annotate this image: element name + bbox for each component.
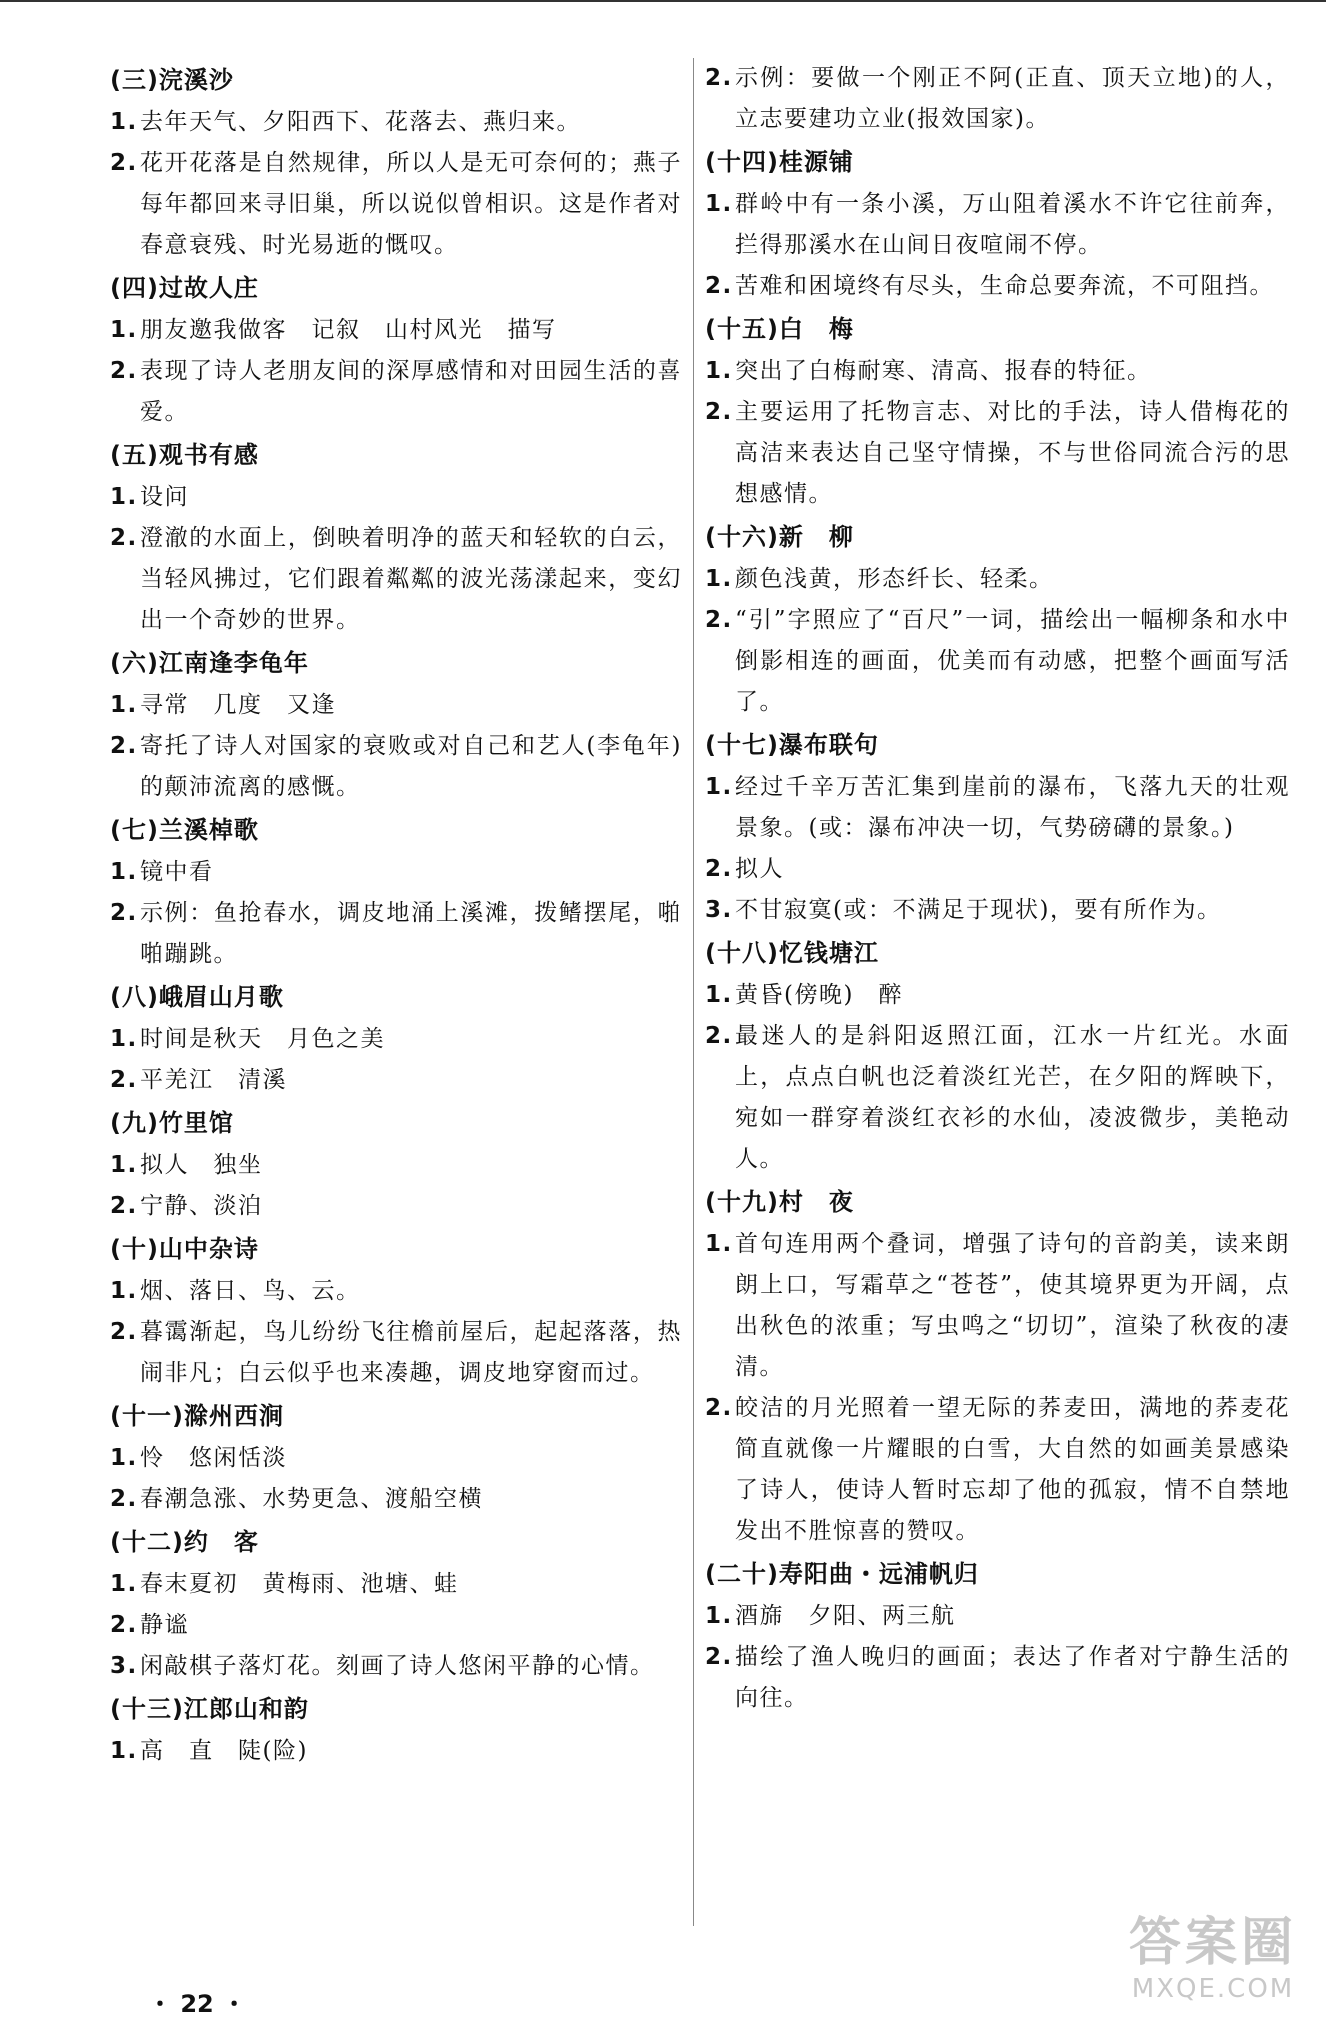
section-heading: (十六)新 柳 bbox=[705, 523, 854, 551]
item-text: “引”字照应了“百尺”一词，描绘出一幅柳条和水中倒影相连的画面，优美而有动感，把整个画面写活了。 bbox=[735, 607, 1290, 715]
item-number: 1. bbox=[110, 109, 138, 135]
item-text: 示例：要做一个刚正不阿(正直、顶天立地)的人，立志要建功立业(报效国家)。 bbox=[735, 65, 1290, 132]
item-number: 1. bbox=[110, 1445, 138, 1471]
item-number: 2. bbox=[110, 900, 138, 926]
right-column bbox=[705, 58, 1290, 1719]
item-number: 1. bbox=[705, 191, 733, 217]
item-text: 怜 悠闲恬淡 bbox=[140, 1445, 287, 1471]
answer-item bbox=[110, 726, 682, 808]
item-number: 2. bbox=[110, 1067, 138, 1093]
item-number: 2. bbox=[110, 1486, 138, 1512]
item-number: 2. bbox=[705, 65, 733, 91]
item-text: 春潮急涨、水势更急、渡船空横 bbox=[140, 1486, 483, 1512]
section-heading: (十八)忆钱塘江 bbox=[705, 939, 879, 967]
item-number: 2. bbox=[110, 525, 138, 551]
item-text: 闲敲棋子落灯花。刻画了诗人悠闲平静的心情。 bbox=[140, 1653, 655, 1679]
item-text: 黄昏(傍晚) 醉 bbox=[735, 982, 903, 1008]
item-text: 宁静、淡泊 bbox=[140, 1193, 263, 1219]
answer-section bbox=[705, 723, 1290, 931]
item-number: 2. bbox=[705, 1395, 733, 1421]
answer-item bbox=[705, 1596, 1290, 1637]
item-number: 2. bbox=[705, 273, 733, 299]
item-number: 2. bbox=[110, 150, 138, 176]
answer-item bbox=[110, 893, 682, 975]
answer-item bbox=[705, 975, 1290, 1016]
answer-item bbox=[110, 1479, 682, 1520]
answer-section bbox=[705, 58, 1290, 140]
item-text: 朋友邀我做客 记叙 山村风光 描写 bbox=[140, 317, 557, 343]
item-text: 时间是秋天 月色之美 bbox=[140, 1026, 385, 1052]
item-text: 花开花落是自然规律，所以人是无可奈何的；燕子每年都回来寻旧巢，所以说似曾相识。这是作者对春意衰残、时光易逝的慨叹。 bbox=[140, 150, 682, 258]
item-text: 暮霭渐起，鸟儿纷纷飞往檐前屋后，起起落落，热闹非凡；白云似乎也来凑趣，调皮地穿窗而过。 bbox=[140, 1319, 682, 1386]
answer-item bbox=[110, 1605, 682, 1646]
item-number: 2. bbox=[705, 856, 733, 882]
section-heading: (八)峨眉山月歌 bbox=[110, 983, 284, 1011]
answer-section bbox=[705, 515, 1290, 723]
item-number: 1. bbox=[110, 859, 138, 885]
item-text: 拟人 bbox=[735, 856, 784, 882]
answer-section bbox=[705, 140, 1290, 307]
item-number: 1. bbox=[110, 1278, 138, 1304]
section-heading: (二十)寿阳曲・远浦帆归 bbox=[705, 1560, 979, 1588]
answer-item bbox=[705, 1388, 1290, 1552]
answer-item bbox=[110, 1186, 682, 1227]
item-number: 1. bbox=[110, 484, 138, 510]
answer-section bbox=[705, 931, 1290, 1180]
item-text: 皎洁的月光照着一望无际的荞麦田，满地的荞麦花简直就像一片耀眼的白雪，大自然的如画美景感染了诗人，使诗人暂时忘却了他的孤寂，情不自禁地发出不胜惊喜的赞叹。 bbox=[735, 1395, 1290, 1544]
answer-item bbox=[705, 392, 1290, 515]
item-text: 经过千辛万苦汇集到崖前的瀑布，飞落九天的壮观景象。(或：瀑布冲决一切，气势磅礴的景象。) bbox=[735, 774, 1290, 841]
item-text: 高 直 陡(险) bbox=[140, 1738, 308, 1764]
item-number: 1. bbox=[110, 1026, 138, 1052]
item-text: 春末夏初 黄梅雨、池塘、蛙 bbox=[140, 1571, 459, 1597]
section-heading: (十五)白 梅 bbox=[705, 315, 854, 343]
answer-item bbox=[110, 143, 682, 266]
item-number: 2. bbox=[705, 607, 733, 633]
item-number: 3. bbox=[705, 897, 733, 923]
answer-item bbox=[110, 102, 682, 143]
answer-section bbox=[110, 433, 682, 641]
answer-item bbox=[705, 1224, 1290, 1388]
answer-item bbox=[110, 1271, 682, 1312]
item-number: 2. bbox=[110, 733, 138, 759]
watermark-text: 答案圈 bbox=[1128, 1913, 1297, 1973]
section-heading: (十四)桂源铺 bbox=[705, 148, 854, 176]
answer-section bbox=[705, 1180, 1290, 1552]
answer-item bbox=[110, 477, 682, 518]
answer-section bbox=[110, 58, 682, 266]
item-number: 1. bbox=[705, 566, 733, 592]
item-text: 静谧 bbox=[140, 1612, 189, 1638]
answer-section bbox=[705, 307, 1290, 515]
section-heading: (十三)江郎山和韵 bbox=[110, 1695, 309, 1723]
item-text: 酒旆 夕阳、两三航 bbox=[735, 1603, 956, 1629]
item-text: 设问 bbox=[140, 484, 189, 510]
item-number: 1. bbox=[110, 317, 138, 343]
item-number: 1. bbox=[705, 1231, 733, 1257]
watermark-logo bbox=[1108, 1912, 1318, 2022]
answer-item bbox=[110, 1731, 682, 1772]
item-number: 2. bbox=[705, 399, 733, 425]
answer-item bbox=[110, 852, 682, 893]
section-heading: (十)山中杂诗 bbox=[110, 1235, 259, 1263]
item-number: 1. bbox=[705, 774, 733, 800]
answer-section bbox=[705, 1552, 1290, 1719]
answer-item bbox=[705, 351, 1290, 392]
item-text: 澄澈的水面上，倒映着明净的蓝天和轻软的白云，当轻风拂过，它们跟着粼粼的波光荡漾起来，变幻出一个奇妙的世界。 bbox=[140, 525, 682, 633]
answer-item bbox=[110, 1312, 682, 1394]
answer-item bbox=[705, 1637, 1290, 1719]
item-number: 2. bbox=[110, 1193, 138, 1219]
item-text: 描绘了渔人晚归的画面；表达了作者对宁静生活的向往。 bbox=[735, 1644, 1290, 1711]
item-number: 1. bbox=[110, 1571, 138, 1597]
item-text: 示例：鱼抢春水，调皮地涌上溪滩，拨鳍摆尾，啪啪蹦跳。 bbox=[140, 900, 682, 967]
section-heading: (六)江南逢李龟年 bbox=[110, 649, 309, 677]
item-number: 1. bbox=[705, 982, 733, 1008]
item-number: 2. bbox=[110, 1612, 138, 1638]
item-text: 镜中看 bbox=[140, 859, 214, 885]
item-number: 1. bbox=[110, 1152, 138, 1178]
item-text: 群岭中有一条小溪，万山阻着溪水不许它往前奔，拦得那溪水在山间日夜喧闹不停。 bbox=[735, 191, 1290, 258]
item-text: 苦难和困境终有尽头，生命总要奔流，不可阻挡。 bbox=[735, 273, 1274, 299]
section-heading: (三)浣溪沙 bbox=[110, 66, 234, 94]
answer-section bbox=[110, 641, 682, 808]
item-text: 去年天气、夕阳西下、花落去、燕归来。 bbox=[140, 109, 581, 135]
item-number: 1. bbox=[110, 1738, 138, 1764]
item-text: 平羌江 清溪 bbox=[140, 1067, 287, 1093]
answer-item bbox=[110, 1438, 682, 1479]
item-number: 2. bbox=[110, 358, 138, 384]
section-heading: (五)观书有感 bbox=[110, 441, 259, 469]
section-heading: (四)过故人庄 bbox=[110, 274, 259, 302]
watermark-url: MXQE.COM bbox=[1131, 1974, 1295, 2004]
answer-section bbox=[110, 975, 682, 1101]
answer-item bbox=[110, 1564, 682, 1605]
item-text: 不甘寂寞(或：不满足于现状)，要有所作为。 bbox=[735, 897, 1222, 923]
item-number: 2. bbox=[705, 1023, 733, 1049]
answer-item bbox=[705, 767, 1290, 849]
item-text: 烟、落日、鸟、云。 bbox=[140, 1278, 361, 1304]
item-number: 1. bbox=[705, 1603, 733, 1629]
answer-item bbox=[110, 351, 682, 433]
item-text: 表现了诗人老朋友间的深厚感情和对田园生活的喜爱。 bbox=[140, 358, 682, 425]
answer-item bbox=[705, 600, 1290, 723]
answer-item bbox=[705, 266, 1290, 307]
answer-item bbox=[705, 849, 1290, 890]
answer-item bbox=[110, 685, 682, 726]
answer-section bbox=[110, 1227, 682, 1394]
item-text: 拟人 独坐 bbox=[140, 1152, 263, 1178]
answer-section bbox=[110, 1687, 682, 1772]
item-text: 寻常 几度 又逢 bbox=[140, 692, 336, 718]
top-rule bbox=[0, 0, 1326, 2]
section-heading: (十九)村 夜 bbox=[705, 1188, 854, 1216]
item-text: 最迷人的是斜阳返照江面，江水一片红光。水面上，点点白帆也泛着淡红光芒，在夕阳的辉映下，宛如一群穿着淡红衣衫的水仙，凌波微步，美艳动人。 bbox=[735, 1023, 1290, 1172]
column-divider bbox=[693, 58, 694, 1926]
item-number: 2. bbox=[705, 1644, 733, 1670]
answer-item bbox=[705, 890, 1290, 931]
answer-section bbox=[110, 1101, 682, 1227]
item-text: 首句连用两个叠词，增强了诗句的音韵美，读来朗朗上口，写霜草之“苍苍”，使其境界更为开阔，点出秋色的浓重；写虫鸣之“切切”，渲染了秋夜的凄清。 bbox=[735, 1231, 1290, 1380]
section-heading: (九)竹里馆 bbox=[110, 1109, 234, 1137]
item-text: 颜色浅黄，形态纤长、轻柔。 bbox=[735, 566, 1054, 592]
answer-item bbox=[110, 1646, 682, 1687]
item-text: 突出了白梅耐寒、清高、报春的特征。 bbox=[735, 358, 1152, 384]
answer-item bbox=[705, 58, 1290, 140]
answer-item bbox=[110, 310, 682, 351]
answer-section bbox=[110, 1520, 682, 1687]
answer-item bbox=[705, 559, 1290, 600]
page-number: ・ 22 ・ bbox=[148, 1990, 247, 2018]
answer-section bbox=[110, 266, 682, 433]
item-number: 1. bbox=[705, 358, 733, 384]
answer-item bbox=[705, 184, 1290, 266]
section-heading: (十一)滁州西涧 bbox=[110, 1402, 284, 1430]
answer-item bbox=[110, 1019, 682, 1060]
answer-item bbox=[110, 518, 682, 641]
answer-section bbox=[110, 1394, 682, 1520]
section-heading: (十七)瀑布联句 bbox=[705, 731, 879, 759]
answer-item bbox=[110, 1145, 682, 1186]
item-text: 主要运用了托物言志、对比的手法，诗人借梅花的高洁来表达自己坚守情操，不与世俗同流合污的思想感情。 bbox=[735, 399, 1290, 507]
item-text: 寄托了诗人对国家的衰败或对自己和艺人(李龟年)的颠沛流离的感慨。 bbox=[140, 733, 682, 800]
answer-section bbox=[110, 808, 682, 975]
item-number: 1. bbox=[110, 692, 138, 718]
section-heading: (十二)约 客 bbox=[110, 1528, 259, 1556]
item-number: 3. bbox=[110, 1653, 138, 1679]
answer-item bbox=[110, 1060, 682, 1101]
answer-item bbox=[705, 1016, 1290, 1180]
section-heading: (七)兰溪棹歌 bbox=[110, 816, 259, 844]
left-column bbox=[110, 58, 682, 1772]
item-number: 2. bbox=[110, 1319, 138, 1345]
